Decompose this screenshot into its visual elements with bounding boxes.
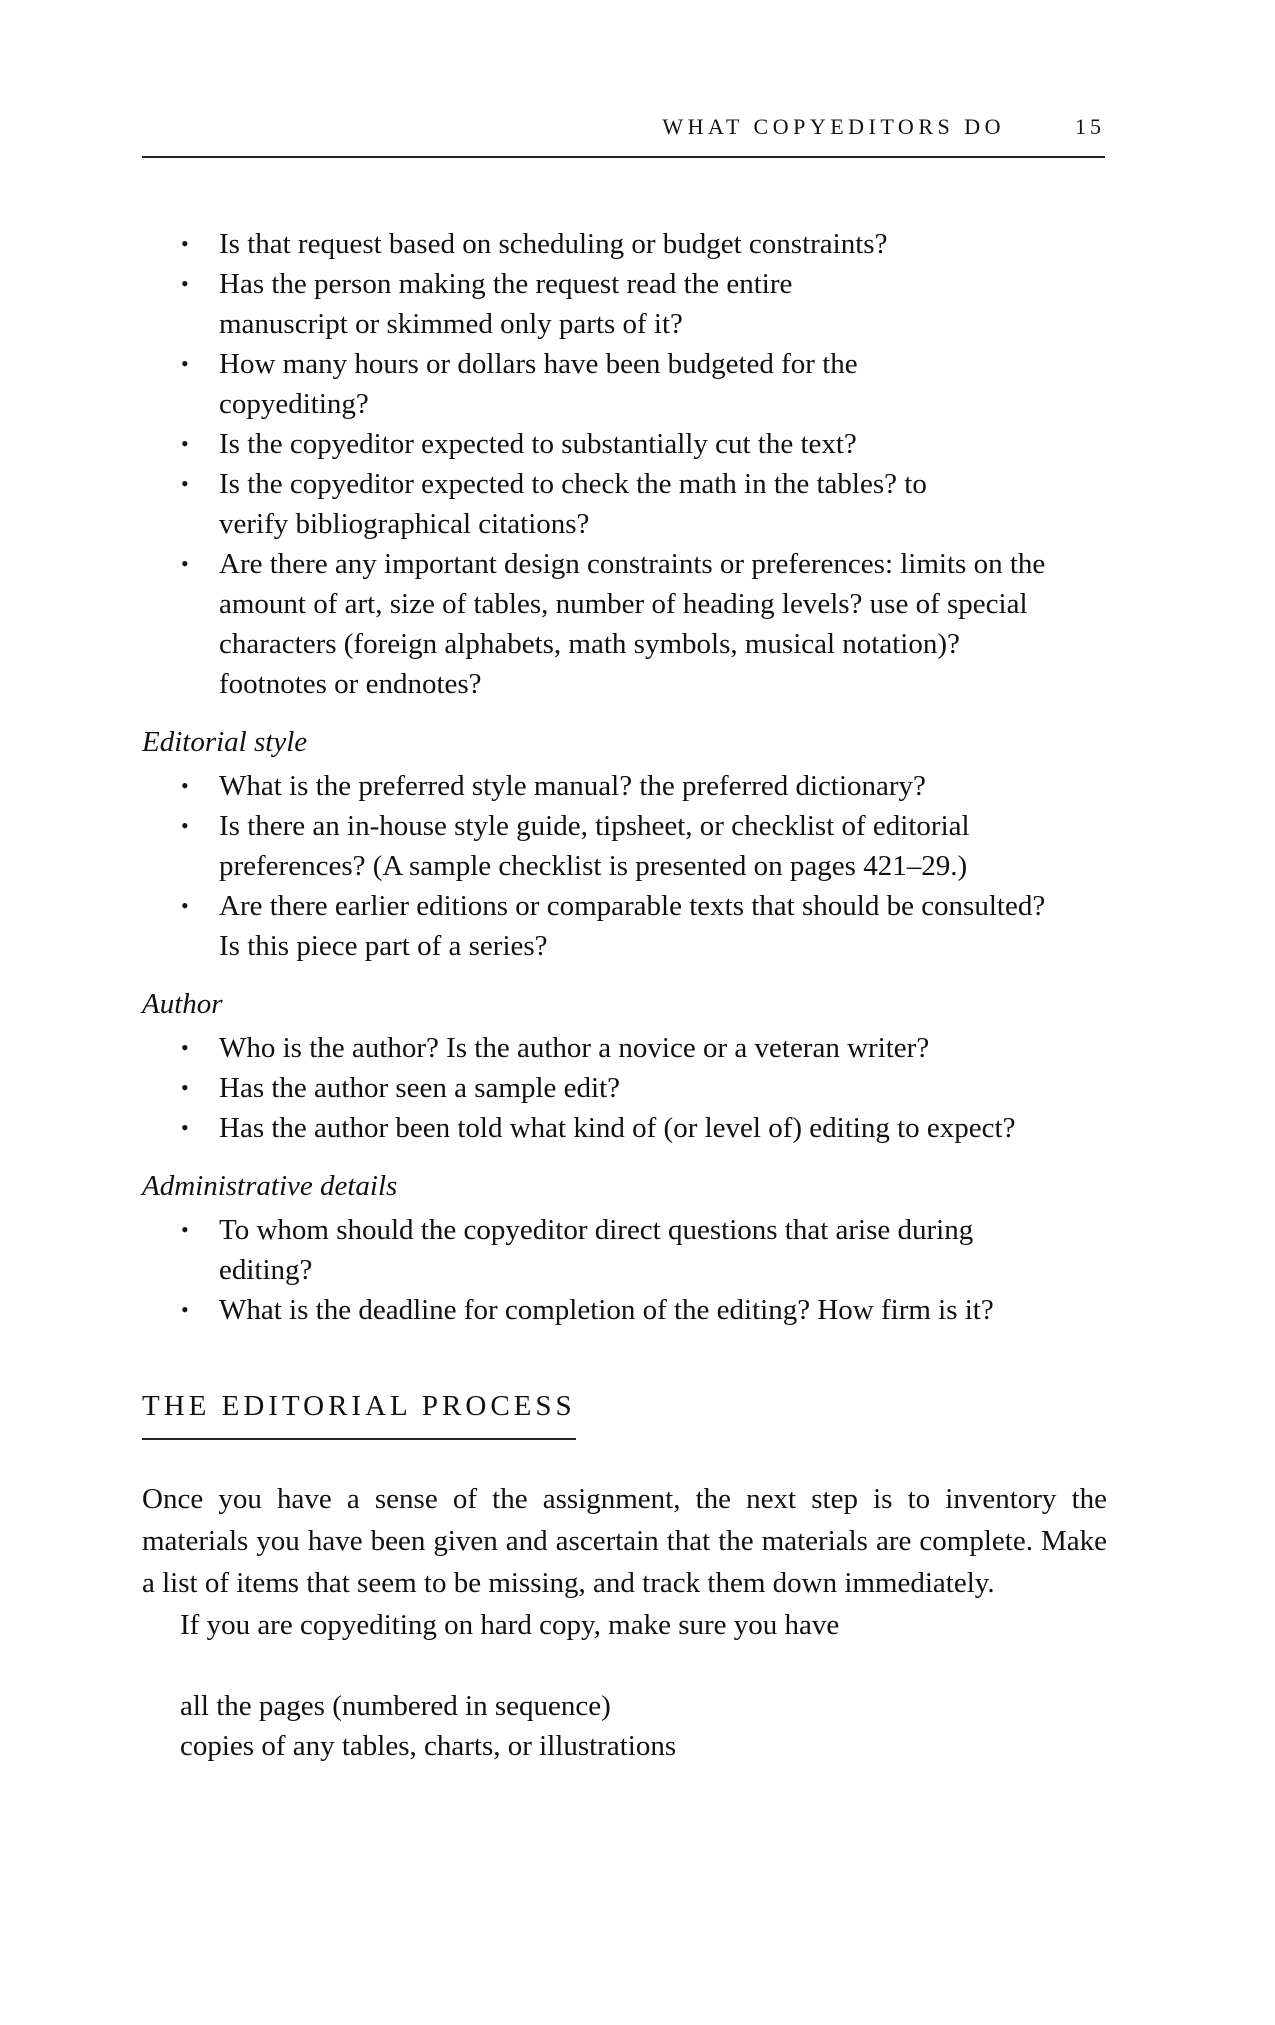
list-item: all the pages (numbered in sequence)	[180, 1690, 611, 1722]
administrative-bullet-list	[142, 1210, 1112, 1330]
section-heading: THE EDITORIAL PROCESS	[142, 1388, 576, 1440]
materials-list	[142, 1686, 1112, 1766]
list-item: • Has the author been told what kind of (or level of) editing to expect?	[219, 1108, 1019, 1148]
editorial-style-bullet-list	[142, 766, 1112, 966]
list-item: • How many hours or dollars have been budgeted for the copyediting?	[219, 344, 939, 424]
list-item: • Is the copyeditor expected to substantially cut the text?	[219, 424, 1112, 464]
list-item: • What is the preferred style manual? the preferred dictionary?	[219, 766, 1112, 806]
list-item: • Are there any important design constraints or preferences: limits on the amount of art, size of tables, number of heading levels? use of special characters (foreign alphabets, math symbols, musical notation)? footnotes or endnotes?	[219, 544, 1049, 704]
body-paragraph-indented: If you are copyediting on hard copy, make sure you have	[180, 1609, 840, 1641]
running-head-title: WHAT COPYEDITORS DO	[662, 114, 1005, 139]
intro-bullet-list	[142, 224, 1112, 704]
page-number: 15	[1075, 114, 1105, 139]
running-head	[142, 112, 1105, 158]
author-bullet-list	[142, 1028, 1112, 1148]
list-item: • Has the author seen a sample edit?	[219, 1068, 1112, 1108]
subhead-editorial-style: Editorial style	[142, 726, 308, 758]
list-item: • Are there earlier editions or comparable texts that should be consulted? Is this piece part of a series?	[219, 886, 1049, 966]
list-item: • What is the deadline for completion of the editing? How firm is it?	[219, 1290, 1112, 1330]
list-item: • Has the person making the request read the entire manuscript or skimmed only parts of it?	[219, 264, 899, 344]
list-item: • Is there an in-house style guide, tipsheet, or checklist of editorial preferences? (A sample checklist is presented on pages 421–29.)	[219, 806, 1049, 886]
subhead-author: Author	[142, 988, 223, 1020]
list-item: copies of any tables, charts, or illustrations	[180, 1730, 677, 1762]
subhead-administrative-details: Administrative details	[142, 1170, 398, 1202]
list-item: • To whom should the copyeditor direct questions that arise during editing?	[219, 1210, 1049, 1290]
list-item: • Is the copyeditor expected to check the math in the tables? to verify bibliographical citations?	[219, 464, 979, 544]
body-paragraph: Once you have a sense of the assignment, the next step is to inventory the materials you have been given and ascertain that the materials are complete. Make a list of items that seem to be missing, and track them down immediately.	[142, 1483, 1107, 1599]
page-content	[142, 224, 1112, 1766]
list-item: • Is that request based on scheduling or budget constraints?	[219, 224, 1112, 264]
list-item: • Who is the author? Is the author a novice or a veteran writer?	[219, 1028, 1112, 1068]
